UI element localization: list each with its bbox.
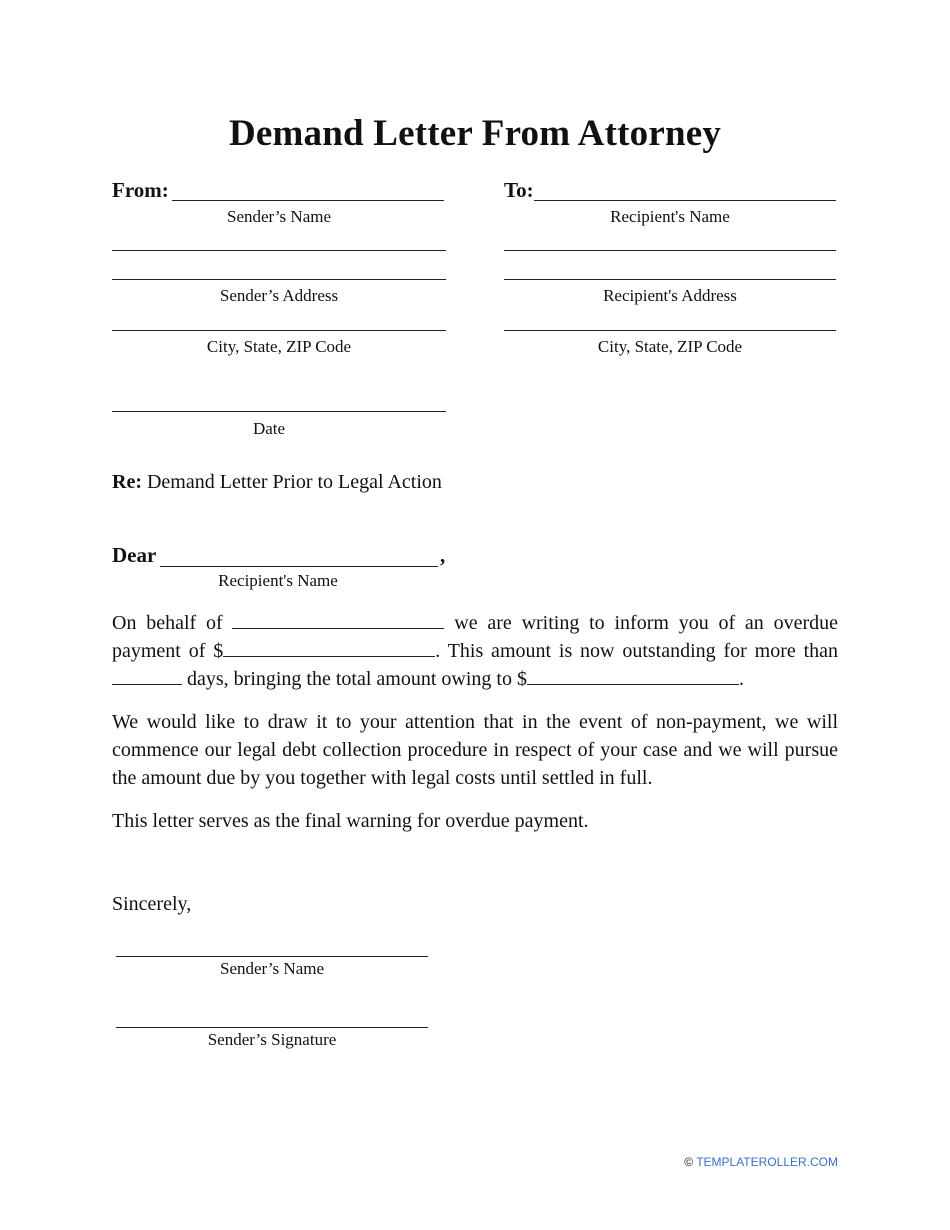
recipient-name-field[interactable] [534, 200, 836, 201]
payment-amount-field[interactable] [223, 639, 435, 657]
body-p1-text-e: days, bringing the total amount owing to $ [187, 668, 527, 690]
body-p1-text-d: . This amount is now outstanding for more than [435, 640, 838, 662]
sender-address-line-2[interactable] [112, 279, 446, 280]
body-paragraph-1 [112, 609, 838, 693]
date-caption: Date [252, 419, 286, 438]
sender-city-field[interactable] [112, 330, 446, 331]
recipient-address-caption: Recipient's Address [603, 286, 737, 305]
footer [684, 1155, 838, 1169]
total-amount-field[interactable] [527, 667, 739, 685]
re-text: Demand Letter Prior to Legal Action [146, 471, 442, 493]
behalf-of-field[interactable] [232, 611, 444, 629]
body-p1-text-f: . [738, 668, 744, 690]
to-label: To: [504, 178, 534, 202]
salutation-comma: , [440, 543, 446, 567]
footer-brand-link[interactable]: TEMPLATEROLLER.COM [696, 1155, 838, 1169]
sender-name-caption: Sender’s Name [226, 207, 332, 226]
closing-text: Sincerely, [112, 893, 192, 915]
salutation-caption: Recipient's Name [218, 571, 338, 590]
days-field[interactable] [112, 667, 182, 685]
closing-name-field[interactable] [116, 956, 428, 957]
re-label: Re: [112, 471, 142, 493]
body-p1-line-1 [112, 609, 838, 637]
signature-caption: Sender’s Signature [207, 1030, 337, 1049]
recipient-address-line-2[interactable] [504, 279, 836, 280]
signature-field[interactable] [116, 1027, 428, 1028]
sender-address-line-1[interactable] [112, 250, 446, 251]
body-p1-text-b: we are writing to inform you of an overdue [454, 612, 839, 634]
body-p1-text-c: payment of $ [112, 640, 224, 662]
salutation-label: Dear [112, 543, 157, 567]
date-field[interactable] [112, 411, 446, 412]
salutation-name-field[interactable] [160, 566, 438, 567]
sender-name-field[interactable] [172, 200, 444, 201]
re-line [112, 471, 442, 494]
body-p1-line-2 [112, 637, 838, 665]
recipient-city-field[interactable] [504, 330, 836, 331]
from-label: From: [112, 178, 169, 202]
copyright-symbol: © [684, 1155, 694, 1169]
body-paragraph-2: We would like to draw it to your attention that in the event of non-payment, we will commence our legal debt collection procedure in respect of your case and we will pursue the amount due by you together with legal costs until settled in full. [112, 711, 838, 789]
recipient-city-caption: City, State, ZIP Code [597, 337, 743, 356]
body-p1-text-a: On behalf of [112, 612, 223, 634]
closing-name-caption: Sender’s Name [219, 959, 325, 978]
body-paragraph-3: This letter serves as the final warning for overdue payment. [112, 810, 589, 832]
sender-address-caption: Sender’s Address [219, 286, 339, 305]
body-p1-line-3 [112, 665, 838, 693]
document-title: Demand Letter From Attorney [228, 113, 722, 154]
sender-city-caption: City, State, ZIP Code [206, 337, 352, 356]
recipient-name-caption: Recipient's Name [610, 207, 730, 226]
recipient-address-line-1[interactable] [504, 250, 836, 251]
